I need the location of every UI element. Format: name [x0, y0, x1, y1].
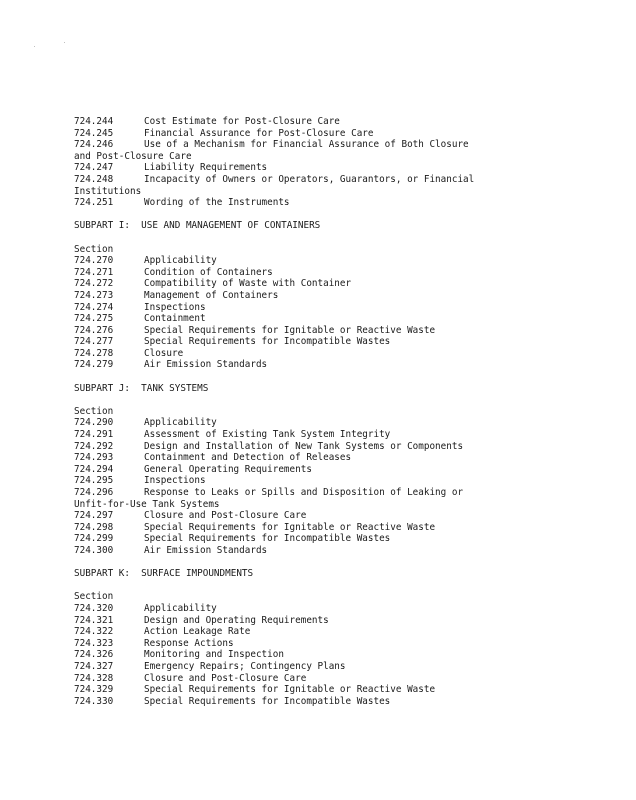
- top-entries: [74, 116, 614, 209]
- section-title: Liability Requirements: [144, 162, 268, 174]
- section-number: 724.251: [74, 197, 114, 209]
- toc-entry: [74, 116, 614, 128]
- section-title: Condition of Containers: [144, 266, 273, 278]
- section-title: Applicability: [144, 417, 217, 429]
- section-title: Wording of the Instruments: [144, 197, 290, 209]
- toc-entry: [74, 441, 614, 453]
- toc-entry: [74, 475, 614, 487]
- section-number: 724.299: [74, 533, 114, 545]
- toc-entry: [74, 162, 614, 174]
- section-number: 724.327: [74, 660, 114, 672]
- toc-entry: [74, 661, 614, 673]
- toc-entry: [74, 684, 614, 696]
- section-number: 724.330: [74, 695, 114, 707]
- toc-entry: [74, 313, 614, 325]
- section-title: Management of Containers: [144, 289, 279, 301]
- section-title-continuation: Unfit-for-Use Tank Systems: [74, 498, 220, 510]
- section-title: Response to Leaks or Spills and Disposition of Leaking or: [144, 487, 464, 498]
- section-title: Compatibility of Waste with Container: [144, 278, 352, 290]
- section-label: Section: [74, 591, 114, 603]
- section-number: 724.271: [74, 266, 114, 278]
- section-number: 724.248: [74, 173, 114, 185]
- section-title: Special Requirements for Ignitable or Reactive Waste: [144, 521, 436, 533]
- section-number: 724.277: [74, 336, 114, 348]
- section-number: 724.323: [74, 637, 114, 649]
- toc-entry: [74, 638, 614, 650]
- section-number: 724.245: [74, 127, 114, 139]
- section-title: Containment and Detection of Releases: [144, 452, 352, 464]
- toc-entry: [74, 649, 614, 661]
- toc-entry: [74, 522, 614, 534]
- section-title: Incapacity of Owners or Operators, Guarantors, or Financial: [144, 173, 475, 185]
- section-title: Special Requirements for Ignitable or Reactive Waste: [144, 324, 436, 336]
- subpart-j-heading: SUBPART J: TANK SYSTEMS: [74, 382, 209, 394]
- section-number: 724.328: [74, 672, 114, 684]
- section-number: 724.273: [74, 289, 114, 301]
- section-number: 724.247: [74, 162, 114, 174]
- section-title: Monitoring and Inspection: [144, 649, 284, 661]
- toc-entry: [74, 464, 614, 476]
- section-title: Air Emission Standards: [144, 544, 268, 556]
- section-number: 724.275: [74, 313, 114, 325]
- toc-entry: [74, 290, 614, 302]
- section-number: 724.326: [74, 649, 114, 661]
- section-number: 724.300: [74, 544, 114, 556]
- toc-entry: [74, 696, 614, 708]
- section-title: Financial Assurance for Post-Closure Care: [144, 127, 374, 139]
- toc-entry: [74, 255, 614, 267]
- section-title-continuation: Institutions: [74, 185, 142, 197]
- section-number: 724.321: [74, 614, 114, 626]
- section-title: Special Requirements for Incompatible Wastes: [144, 533, 391, 545]
- section-number: 724.291: [74, 429, 114, 441]
- section-title: Design and Operating Requirements: [144, 614, 329, 626]
- toc-entry: [74, 128, 614, 140]
- section-title: Inspections: [144, 475, 206, 487]
- toc-entry: [74, 174, 614, 186]
- section-number: 724.292: [74, 440, 114, 452]
- document-page: [74, 116, 614, 707]
- section-title: Special Requirements for Ignitable or Reactive Waste: [144, 684, 436, 696]
- section-number: 724.274: [74, 301, 114, 313]
- section-title: Special Requirements for Incompatible Wastes: [144, 695, 391, 707]
- toc-entry: [74, 533, 614, 545]
- toc-entry: [74, 626, 614, 638]
- toc-entry: [74, 359, 614, 371]
- section-title: Action Leakage Rate: [144, 626, 251, 638]
- section-title: General Operating Requirements: [144, 463, 312, 475]
- section-label: Section: [74, 405, 114, 417]
- section-number: 724.272: [74, 278, 114, 290]
- subpart-i-entries: [74, 255, 614, 371]
- section-title: Applicability: [144, 602, 217, 614]
- subpart-k-entries: [74, 603, 614, 707]
- toc-entry: [74, 267, 614, 279]
- section-number: 724.298: [74, 521, 114, 533]
- section-title: Design and Installation of New Tank Systems or Components: [144, 440, 464, 452]
- section-number: 724.290: [74, 417, 114, 429]
- section-number: 724.297: [74, 510, 114, 522]
- toc-entry: [74, 325, 614, 337]
- section-number: 724.276: [74, 324, 114, 336]
- section-number: 724.279: [74, 359, 114, 371]
- toc-entry: [74, 197, 614, 209]
- toc-entry: [74, 452, 614, 464]
- toc-entry: [74, 673, 614, 685]
- section-number: 724.293: [74, 452, 114, 464]
- section-title: Special Requirements for Incompatible Wastes: [144, 336, 391, 348]
- section-number: 724.322: [74, 626, 114, 638]
- section-number: 724.320: [74, 602, 114, 614]
- section-number: 724.329: [74, 684, 114, 696]
- toc-entry: [74, 348, 614, 360]
- section-title: Closure and Post-Closure Care: [144, 672, 307, 684]
- section-number: 724.244: [74, 116, 114, 127]
- toc-entry: [74, 278, 614, 290]
- section-title: Containment: [144, 313, 206, 325]
- section-number: 724.270: [74, 255, 114, 267]
- section-title: Cost Estimate for Post-Closure Care: [144, 116, 340, 127]
- section-title: Inspections: [144, 301, 206, 313]
- subpart-i-heading: SUBPART I: USE AND MANAGEMENT OF CONTAINERS: [74, 220, 321, 232]
- section-title-continuation: and Post-Closure Care: [74, 150, 192, 162]
- toc-entry: [74, 603, 614, 615]
- section-title: Applicability: [144, 255, 217, 267]
- toc-entry: [74, 417, 614, 429]
- toc-entry: [74, 615, 614, 627]
- toc-entry: [74, 336, 614, 348]
- toc-entry: [74, 302, 614, 314]
- toc-entry: [74, 139, 614, 151]
- section-number: 724.295: [74, 475, 114, 487]
- section-title: Closure and Post-Closure Care: [144, 510, 307, 522]
- toc-entry: [74, 487, 614, 499]
- section-label: Section: [74, 243, 114, 255]
- section-number: 724.296: [74, 487, 114, 498]
- section-title: Assessment of Existing Tank System Integrity: [144, 429, 391, 441]
- toc-entry: [74, 545, 614, 557]
- section-title: Closure: [144, 347, 184, 359]
- toc-entry: [74, 429, 614, 441]
- section-title: Response Actions: [144, 637, 234, 649]
- section-title: Air Emission Standards: [144, 359, 268, 371]
- subpart-j-entries: [74, 417, 614, 556]
- section-title: Emergency Repairs; Contingency Plans: [144, 660, 346, 672]
- section-number: 724.278: [74, 347, 114, 359]
- section-title: Use of a Mechanism for Financial Assurance of Both Closure: [144, 139, 469, 151]
- section-number: 724.246: [74, 139, 114, 151]
- subpart-k-heading: SUBPART K: SURFACE IMPOUNDMENTS: [74, 568, 254, 580]
- toc-entry: [74, 510, 614, 522]
- section-number: 724.294: [74, 463, 114, 475]
